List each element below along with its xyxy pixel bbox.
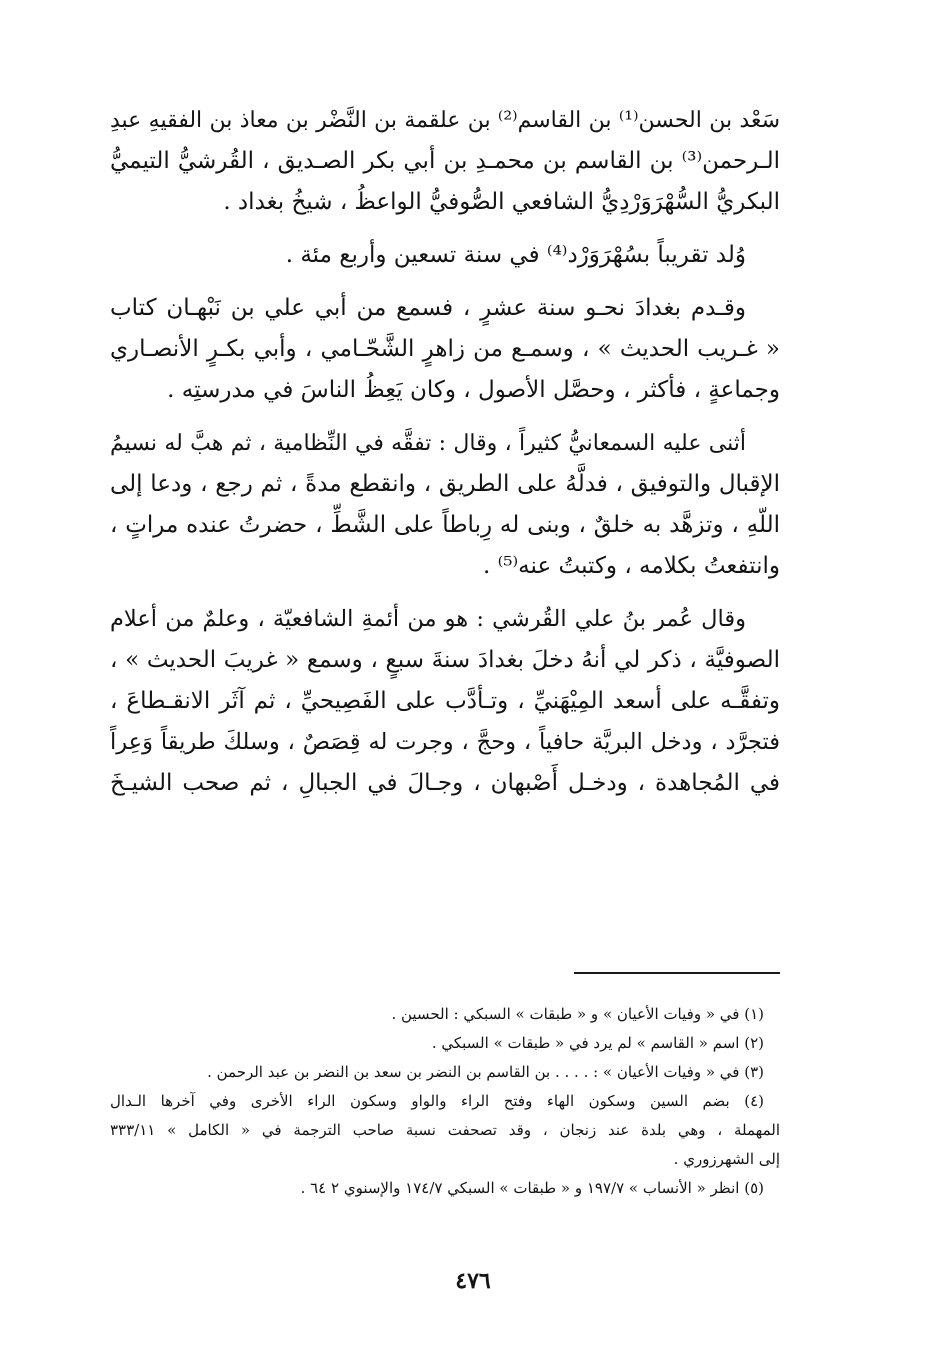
footnote-4-end: إلى الشهرزوري . bbox=[673, 1150, 780, 1168]
footnotes bbox=[110, 1000, 780, 1203]
paragraph-birth bbox=[110, 235, 780, 276]
text-line: اللّهِ ، وتزهَّد به خلقٌ ، وبنى له رِباطاً على الشَّطِّ ، حضرتُ عنده مراتٍ ، bbox=[110, 512, 780, 538]
footnote-2: (٢) اسم « القاسم » لم يرد في « طبقات » السبكي . bbox=[431, 1034, 764, 1052]
text-line: وقال عُمر بنُ علي القُرشي : هو من أئمةِ الشافعيّة ، وعلمٌ من أعلام bbox=[110, 606, 746, 632]
footnote-5: (٥) انظر « الأنساب » ١٩٧/٧ و « طبقات » السبكي ١٧٤/٧ والإسنوي ٢ ٦٤ . bbox=[300, 1179, 764, 1197]
text-line: وانتفعتُ بكلامه ، وكتبتُ عنه⁽⁵⁾ . bbox=[483, 553, 780, 579]
text-line: سَعْد بن الحسن⁽¹⁾ بن القاسم⁽²⁾ بن علقمة بن النَّضْر بن معاذ بن الفقيهِ عبدِ bbox=[110, 108, 781, 133]
footnote-separator bbox=[574, 972, 780, 974]
paragraph-name-lineage bbox=[110, 100, 780, 223]
text-line: وجماعةٍ ، فأكثر ، وحصَّل الأصول ، وكان يَعِظُ الناسَ في مدرستِه . bbox=[167, 377, 780, 403]
footnote-1: (١) في « وفيات الأعيان » و « طبقات » السبكي : الحسين . bbox=[391, 1005, 764, 1023]
main-text bbox=[110, 100, 780, 816]
text-line: وقـدم بغدادَ نحـو سنة عشرٍ ، فسمع من أبي علي بن نَبْهـان كتاب bbox=[110, 295, 746, 321]
paragraph-samani-praise bbox=[110, 423, 780, 587]
text-line: الـرحمن⁽³⁾ بن القاسم بن محمـدِ بن أبي بكر الصـديق ، القُرشيُّ التيميُّ bbox=[110, 148, 780, 174]
text-line: في المُجاهدة ، ودخـل أَصْبهان ، وجـالَ في الجبالِ ، ثم صحب الشيـخَ bbox=[110, 770, 780, 796]
text-line: البكريُّ السُّهْرَوَرْدِيُّ الشافعي الصُّوفيُّ الواعظُ ، شيخُ بغداد . bbox=[223, 189, 780, 215]
paragraph-arrival-baghdad bbox=[110, 288, 780, 411]
page-number: ٤٧٦ bbox=[455, 1268, 491, 1294]
text-line: « غـريب الحديث » ، وسمـع من زاهرٍ الشَّحّـامي ، وأبي بكـرٍ الأنصـاري bbox=[110, 336, 780, 362]
text-line: الصوفيَّة ، ذكر لي أنهُ دخلَ بغدادَ سنةَ سبعٍ ، وسمع « غريبَ الحديث » ، bbox=[110, 647, 780, 673]
text-line: الإقبال والتوفيق ، فدلَّهُ على الطريق ، وانقطع مدةً ، ثم رجع ، ودعا إلى bbox=[110, 471, 780, 497]
footnote-4: (٤) بضم السين وسكون الهاء وفتح الراء والواو وسكون الراء الأخرى وفي آخرها الـدال bbox=[110, 1092, 764, 1110]
text-line: وُلد تقريباً بسُهْرَوَرْد⁽⁴⁾ في سنة تسعين وأربع مئة . bbox=[285, 242, 746, 268]
paragraph-umar-qurashi bbox=[110, 599, 780, 804]
text-line: فتجرَّد ، ودخل البريَّة حافياً ، وحجَّ ، وجرت له قِصَصٌ ، وسلكَ طريقاً وَعِراً bbox=[110, 729, 780, 755]
footnote-3: (٣) في « وفيات الأعيان » : . . . . بن القاسم بن النضر بن سعد بن النضر بن عبد الرحمن . bbox=[207, 1063, 764, 1081]
text-line: وتفقَّـه على أسعد المِيْهَنيِّ ، وتـأدَّب على الفَصِيحيِّ ، ثم آثَر الانقـطاعَ ، bbox=[110, 688, 780, 714]
text-line: أثنى عليه السمعانيُّ كثيراً ، وقال : تفقَّه في النِّظامية ، ثم هبَّ له نسيمُ bbox=[110, 431, 746, 456]
footnote-4-continued: المهملة ، وهي بلدة عند زنجان ، وقد تصحفت نسبة صاحب الترجمة في « الكامل » ٣٣٣/١١ bbox=[110, 1121, 780, 1139]
